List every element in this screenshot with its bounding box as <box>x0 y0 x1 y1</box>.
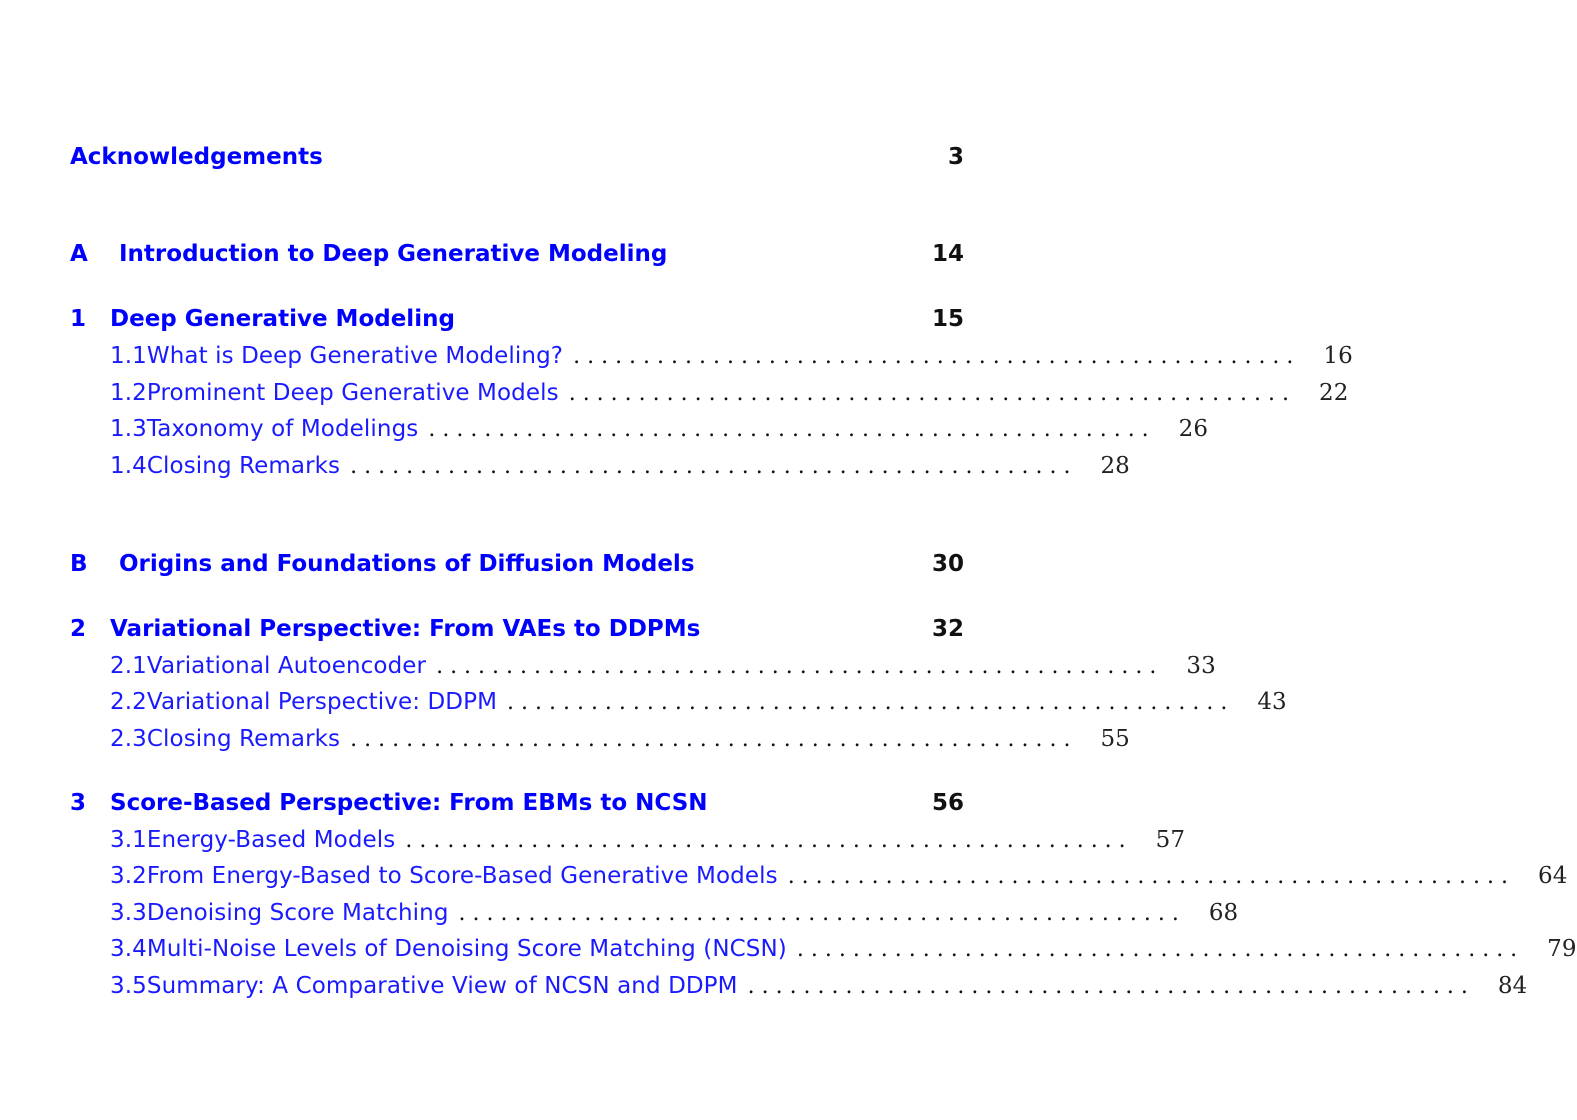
toc-section-page: 16 <box>1323 343 1353 369</box>
toc-section-number: 3.2 <box>110 863 147 889</box>
toc-entry-title: Acknowledgements <box>70 144 323 170</box>
toc-section-number: 2.2 <box>110 689 147 715</box>
toc-section-title: Closing Remarks <box>146 726 341 752</box>
dot-leader: . . . . . . . . . . . . . . . . . . . . . . . . . . . . . . . . . . . . . . . . . . . . . . . . . . . . <box>568 381 1289 406</box>
toc-section-3-4[interactable] <box>70 936 1577 962</box>
toc-section-1-4[interactable] <box>70 453 1130 479</box>
toc-part-page: 30 <box>931 551 964 577</box>
toc-section-3-3[interactable] <box>70 900 1239 926</box>
toc-section-number: 1.2 <box>110 380 147 406</box>
toc-section-page: 84 <box>1497 973 1528 999</box>
toc-section-2-3[interactable] <box>70 726 1130 752</box>
dot-leader: . . . . . . . . . . . . . . . . . . . . . . . . . . . . . . . . . . . . . . . . . . . . . . . . . . . . <box>350 454 1071 479</box>
toc-section-page: 79 <box>1547 936 1577 962</box>
toc-section-number: 1.1 <box>110 343 147 369</box>
toc-entry-page: 3 <box>947 144 964 170</box>
toc-section-2-2[interactable] <box>70 689 1287 715</box>
toc-section-page: 57 <box>1155 827 1186 853</box>
dot-leader: . . . . . . . . . . . . . . . . . . . . . . . . . . . . . . . . . . . . . . . . . . . . . . . . . . . . <box>507 690 1228 715</box>
toc-section-number: 1.4 <box>110 453 147 479</box>
toc-chapter-title: Score-Based Perspective: From EBMs to NCSN <box>110 790 708 816</box>
toc-chapter-number: 3 <box>70 790 87 816</box>
toc-section-3-1[interactable] <box>70 827 1186 853</box>
toc-section-3-2[interactable] <box>70 863 1568 889</box>
dot-leader: . . . . . . . . . . . . . . . . . . . . . . . . . . . . . . . . . . . . . . . . . . . . . . . . . . . . <box>796 937 1518 962</box>
toc-part-a[interactable] <box>70 241 964 267</box>
toc-section-number: 3.1 <box>110 827 147 853</box>
toc-section-number: 3.4 <box>110 936 147 962</box>
dot-leader: . . . . . . . . . . . . . . . . . . . . . . . . . . . . . . . . . . . . . . . . . . . . . . . . . . . . <box>350 727 1071 752</box>
toc-section-title: Closing Remarks <box>146 453 341 479</box>
toc-section-page: 33 <box>1186 653 1216 679</box>
toc-section-number: 3.5 <box>110 973 147 999</box>
toc-section-1-2[interactable] <box>70 380 1349 406</box>
dot-leader: . . . . . . . . . . . . . . . . . . . . . . . . . . . . . . . . . . . . . . . . . . . . . . . . . . . . <box>428 417 1149 442</box>
toc-section-title: Multi-Noise Levels of Denoising Score Matching (NCSN) <box>146 936 787 962</box>
toc-section-title: From Energy-Based to Score-Based Generative Models <box>146 863 778 889</box>
toc-section-title: Taxonomy of Modelings <box>146 416 419 442</box>
toc-part-title: Origins and Foundations of Diffusion Models <box>119 551 695 577</box>
toc-chapter-number: 1 <box>70 306 87 332</box>
dot-leader: . . . . . . . . . . . . . . . . . . . . . . . . . . . . . . . . . . . . . . . . . . . . . . . . . . . . <box>436 654 1157 679</box>
toc-section-page: 22 <box>1319 380 1349 406</box>
toc-part-b[interactable] <box>70 551 964 577</box>
toc-section-1-1[interactable] <box>70 343 1353 369</box>
toc-part-number: B <box>70 551 88 577</box>
toc-section-1-3[interactable] <box>70 416 1209 442</box>
toc-section-title: Variational Autoencoder <box>146 653 427 679</box>
dot-leader: . . . . . . . . . . . . . . . . . . . . . . . . . . . . . . . . . . . . . . . . . . . . . . . . . . . . <box>573 344 1294 369</box>
toc-section-number: 1.3 <box>110 416 147 442</box>
toc-section-title: Prominent Deep Generative Models <box>146 380 559 406</box>
toc-section-number: 2.1 <box>110 653 147 679</box>
toc-section-title: Summary: A Comparative View of NCSN and DDPM <box>146 973 738 999</box>
toc-section-page: 28 <box>1100 453 1130 479</box>
toc-chapter-title: Variational Perspective: From VAEs to DDPMs <box>110 616 701 642</box>
dot-leader: . . . . . . . . . . . . . . . . . . . . . . . . . . . . . . . . . . . . . . . . . . . . . . . . . . . . <box>405 828 1126 853</box>
toc-section-2-1[interactable] <box>70 653 1216 679</box>
dot-leader: . . . . . . . . . . . . . . . . . . . . . . . . . . . . . . . . . . . . . . . . . . . . . . . . . . . . <box>787 864 1508 889</box>
toc-chapter-page: 15 <box>931 306 964 332</box>
toc-section-page: 64 <box>1537 863 1568 889</box>
toc-section-title: Energy-Based Models <box>146 827 396 853</box>
toc-section-number: 3.3 <box>110 900 147 926</box>
toc-section-page: 43 <box>1257 689 1287 715</box>
toc-chapter-3[interactable] <box>70 790 964 816</box>
toc-section-number: 2.3 <box>110 726 147 752</box>
toc-section-title: Denoising Score Matching <box>146 900 449 926</box>
toc-entry-acknowledgements[interactable] <box>70 144 964 170</box>
toc-chapter-page: 56 <box>931 790 964 816</box>
toc-chapter-number: 2 <box>70 616 87 642</box>
toc-chapter-page: 32 <box>931 616 964 642</box>
toc-section-3-5[interactable] <box>70 973 1528 999</box>
toc-section-page: 68 <box>1208 900 1239 926</box>
toc-chapter-2[interactable] <box>70 616 964 642</box>
toc-section-page: 26 <box>1178 416 1209 442</box>
toc-section-title: What is Deep Generative Modeling? <box>146 343 564 369</box>
toc-chapter-title: Deep Generative Modeling <box>110 306 455 332</box>
toc-section-page: 55 <box>1100 726 1130 752</box>
dot-leader: . . . . . . . . . . . . . . . . . . . . . . . . . . . . . . . . . . . . . . . . . . . . . . . . . . . . <box>747 974 1468 999</box>
toc-section-title: Variational Perspective: DDPM <box>146 689 498 715</box>
toc-part-number: A <box>70 241 88 267</box>
toc-chapter-1[interactable] <box>70 306 964 332</box>
toc-part-page: 14 <box>931 241 964 267</box>
toc-part-title: Introduction to Deep Generative Modeling <box>119 241 668 267</box>
dot-leader: . . . . . . . . . . . . . . . . . . . . . . . . . . . . . . . . . . . . . . . . . . . . . . . . . . . . <box>458 901 1179 926</box>
